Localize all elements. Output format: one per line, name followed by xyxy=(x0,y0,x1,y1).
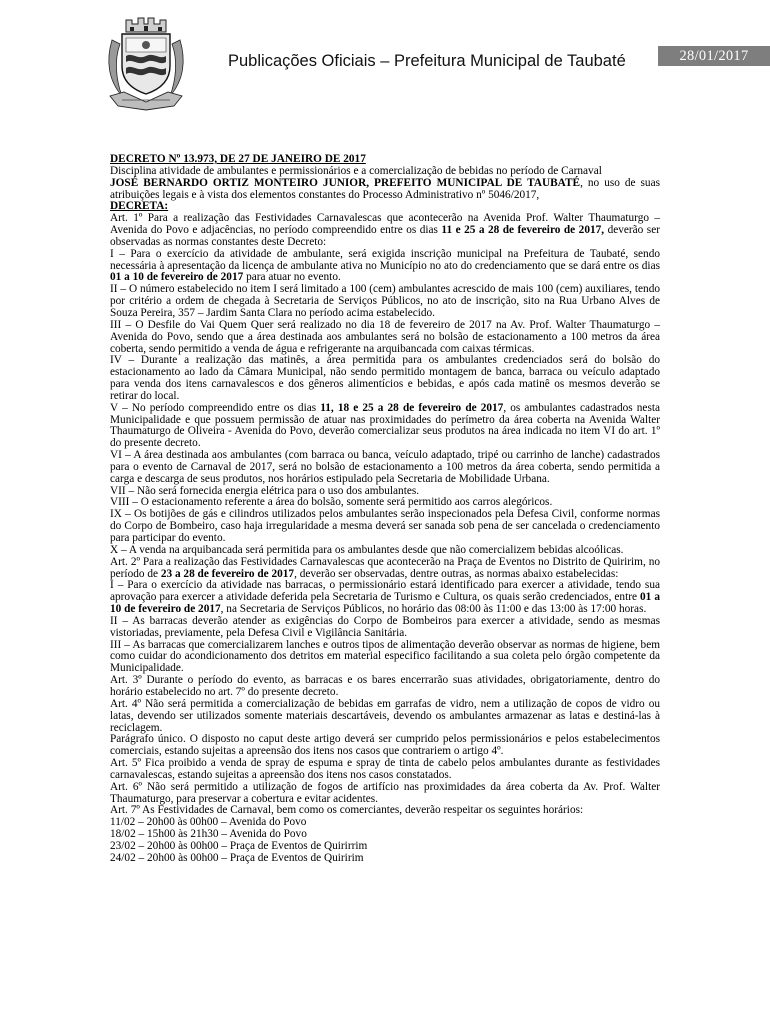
decree-preamble: JOSÉ BERNARDO ORTIZ MONTEIRO JUNIOR, PREFEITO MUNICIPAL DE TAUBATÉ, no uso de suas atribuições legais e à vista dos elementos constantes do Processo Administrativo nº 5046/2017, xyxy=(110,176,660,201)
decree-summary: Disciplina atividade de ambulantes e permissionários e a comercialização de bebidas no período de Carnaval xyxy=(110,164,602,177)
decree-title: DECRETO Nº 13.973, DE 27 DE JANEIRO DE 2017 xyxy=(110,153,366,165)
decreta-heading: DECRETA: xyxy=(110,200,169,213)
article-1-item-v: V – No período compreendido entre os dias 11, 18 e 25 a 28 de fevereiro de 2017, os ambulantes cadastrados nesta Municipalidade e que possuem permissão de atuar nas proximidades do perímetro da área coberta na Avenida Walter Thaumaturgo de Oliveira - Avenida do Povo, deverão comercializar seus produtos na área indicada no item VI do art. 1º do presente decreto. xyxy=(110,401,660,450)
article-1-item-ii: II – O número estabelecido no item I será limitado a 100 (cem) ambulantes acrescido de mais 100 (cem) auxiliares, tendo por critério a ordem de chegada à Secretaria de Serviços Públicos, no ato de inscrição, sito na Rua Urbano Alves de Souza Pereira, 357 – Jardim Santa Clara no período acima estabelecido. xyxy=(110,283,660,319)
page-header xyxy=(0,0,770,120)
article-2-item-i: I – Para o exercício da atividade nas barracas, o permissionário estará identificado para exercer a atividade, tendo sua aprovação para exercer a atividade deferida pela Secretaria de Turismo e Cultura, os quais serão credenciados, entre 01 a 10 de fevereiro de 2017, na Secretaria de Serviços Públicos, no horário das 08:00 às 11:00 e das 13:00 às 17:00 horas. xyxy=(110,579,660,616)
article-1-item-x: X – A venda na arquibancada será permitida para os ambulantes desde que não comercializem bebidas alcoólicas. xyxy=(110,543,624,556)
schedule-line: 23/02 – 20h00 às 00h00 – Praça de Eventos de Quirirrim xyxy=(110,839,368,852)
article-1-item-vi: VI – A área destinada aos ambulantes (com barraca ou banca, veículo adaptado, tripé ou carrinho de lanche) cadastrados para o evento de Carnaval de 2017, será no bolsão de estacionamento a 100 metros da área coberta, sendo permitida a carga e descarga de seus produtos, nos horários estipulado pela Secretaria de Mobilidade Urbana. xyxy=(110,449,660,485)
article-2-item-iii: III – As barracas que comercializarem lanches e outros tipos de alimentação deverão observar as normas de higiene, bem como cuidar do acondicionamento dos detritos em material especifico facilitando a sua coleta pelo órgão competente da Municipalidade. xyxy=(110,638,660,675)
decree-body xyxy=(110,154,660,865)
article-4-sole-paragraph: Parágrafo único. O disposto no caput deste artigo deverá ser cumprido pelos permissionários e pelos estabelecimentos comerciais, estando sujeitas a apreensão dos itens nos casos que contrariem o artigo 4º. xyxy=(110,733,660,758)
article-1: Art. 1º Para a realização das Festividades Carnavalescas que acontecerão na Avenida Prof. Walter Thaumaturgo – Avenida do Povo e adjacências, no período compreendido entre os dias 11 e 25 a 28 de fevereiro de 2017, deverão ser observadas as normas constantes deste Decreto: xyxy=(110,212,660,248)
article-6: Art. 6º Não será permitido a utilização de fogos de artifício nas proximidades da área coberta da Av. Prof. Walter Thaumaturgo, para preservar a cobertura e evitar acidentes. xyxy=(110,780,660,805)
taubate-coat-of-arms-icon xyxy=(104,10,188,114)
schedule-line: 24/02 – 20h00 às 00h00 – Praça de Eventos de Quiririm xyxy=(110,851,364,864)
schedule-line: 11/02 – 20h00 às 00h00 – Avenida do Povo xyxy=(110,816,307,829)
article-3: Art. 3º Durante o período do evento, as barracas e os bares encerrarão suas atividades, obrigatoriamente, dentro do horário estabelecido no art. 7º do presente decreto. xyxy=(110,674,660,698)
schedule-line: 18/02 – 15h00 às 21h30 – Avenida do Povo xyxy=(110,828,307,841)
article-7: Art. 7º As Festividades de Carnaval, bem como os comerciantes, deverão respeitar os seguintes horários: xyxy=(110,804,584,817)
article-2: Art. 2º Para a realização das Festividades Carnavalescas que acontecerão na Praça de Eventos no Distrito de Quiririm, no período de 23 a 28 de fevereiro de 2017, deverão ser observadas, dentre outras, as normas abaixo estabelecidas: xyxy=(110,555,660,580)
article-1-item-vii: VII – Não será fornecida energia elétrica para o uso dos ambulantes. xyxy=(110,484,420,497)
article-1-item-ix: IX – Os botijões de gás e cilindros utilizados pelos ambulantes serão inspecionados pela Defesa Civil, conforme normas do Corpo de Bombeiro, caso haja irregularidade a mesma deverá ser sanada sob pena de ser cancelada o credenciamento para participar do evento. xyxy=(110,508,660,544)
article-4: Art. 4º Não será permitida a comercialização de bebidas em garrafas de vidro, nem a utilização de copos de vidro ou latas, devendo ser utilizados somente materiais descartáveis, devendo os ambulantes armazenar as latas e destiná-las à reciclagem. xyxy=(110,697,660,734)
article-5: Art. 5º Fica proibido a venda de spray de espuma e spray de tinta de cabelo pelos ambulantes durante as festividades carnavalescas, estando sujeitas a apreensão dos itens nos casos constatados. xyxy=(110,757,660,781)
publication-date-badge: 28/01/2017 xyxy=(658,46,770,66)
article-1-item-iv: IV – Durante a realização das matinês, a área permitida para os ambulantes credenciados será do bolsão do estacionamento ao lado da Câmara Municipal, não sendo permitido montagem de banca, barraca ou veículo adaptado para venda dos itens carnavalescos e dos gêneros alimentícios e bebidas, e após cada matinê os mesmos deverão se retirar do local. xyxy=(110,354,660,402)
page-title: Publicações Oficiais – Prefeitura Municipal de Taubaté xyxy=(228,52,626,70)
article-2-item-ii: II – As barracas deverão atender as exigências do Corpo de Bombeiros para exercer a atividade, sendo as mesmas vistoriadas, previamente, pela Defesa Civil e Vigilância Sanitária. xyxy=(110,614,660,639)
article-1-item-iii: III – O Desfile do Vai Quem Quer será realizado no dia 18 de fevereiro de 2017 na Av. Prof. Walter Thaumaturgo – Avenida do Povo, sendo que a área destinada aos ambulantes será no bolsão de estacionamento a 100 metros da área coberta, sendo permitido a venda de água e refrigerante na arquibancada com caixas térmicas. xyxy=(110,318,660,355)
article-1-item-viii: VIII – O estacionamento referente a área do bolsão, somente será permitido aos carros alegóricos. xyxy=(110,496,553,509)
article-1-item-i: I – Para o exercício da atividade de ambulante, será exigida inscrição municipal na Prefeitura de Taubaté, sendo necessária à apresentação da licença de ambulante ativa no Município no ato do credenciamento que se dará entre os dias 01 a 10 de fevereiro de 2017 para atuar no evento. xyxy=(110,247,660,284)
mayor-name: JOSÉ BERNARDO ORTIZ MONTEIRO JUNIOR, PREFEITO MUNICIPAL DE TAUBATÉ xyxy=(110,176,581,189)
